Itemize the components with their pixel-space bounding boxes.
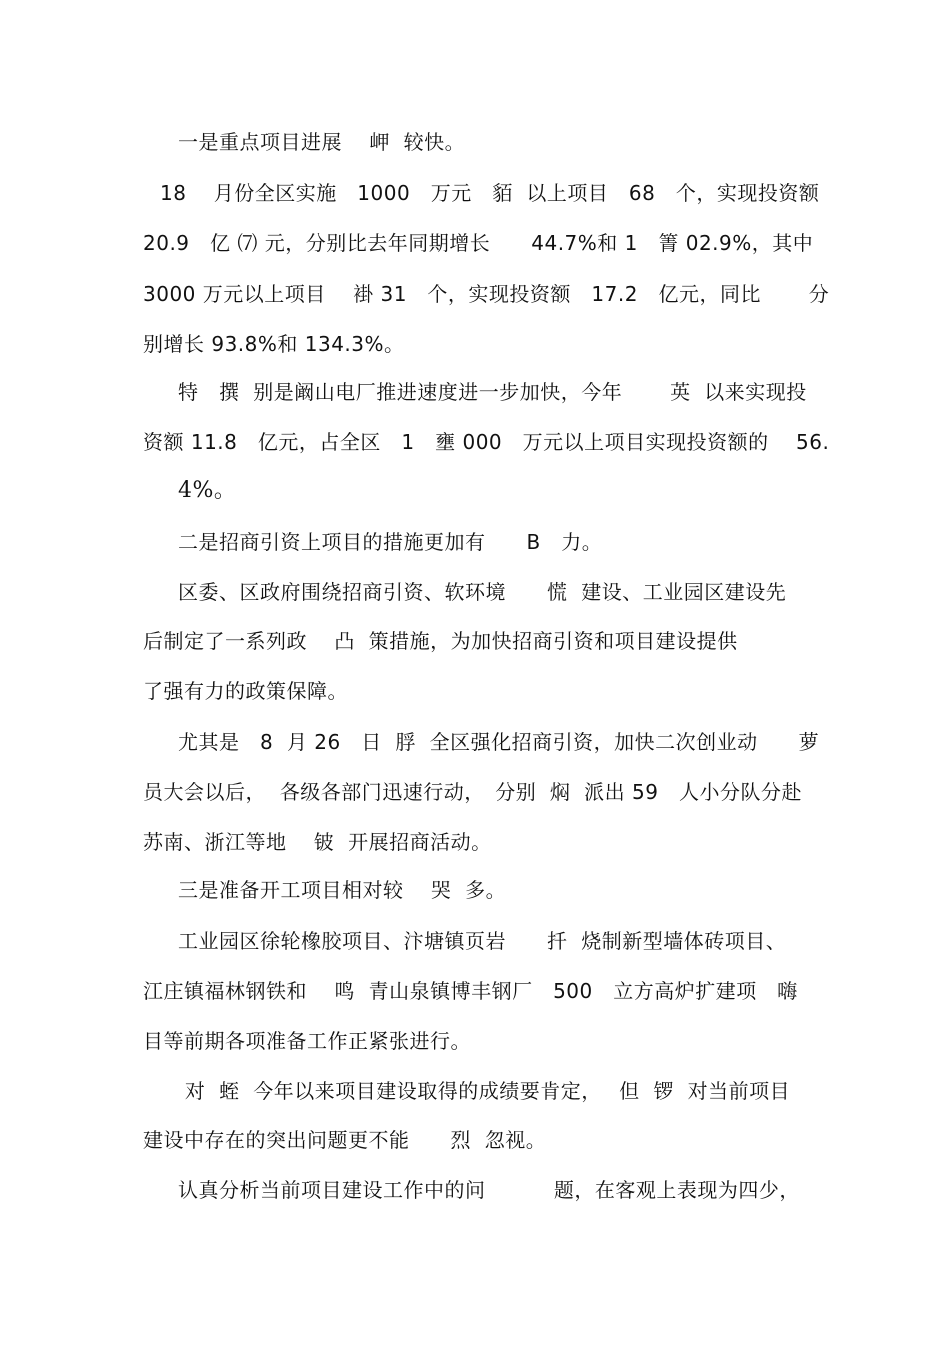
- paragraph-line: 18 月份全区实施 1000 万元 貊 以上项目 68 个，实现投资额: [160, 181, 820, 205]
- paragraph-line: 尤其是 8 月 26 日 脬 全区强化招商引资，加快二次创业动 萝: [178, 730, 820, 754]
- paragraph-line: 三是准备开工项目相对较 哭 多。: [178, 878, 507, 902]
- paragraph-line: 目等前期各项准备工作正紧张进行。: [143, 1029, 471, 1053]
- paragraph-line: 江庄镇福林钢铁和 鸣 青山泉镇博丰钢厂 500 立方高炉扩建项 嗨: [143, 979, 798, 1003]
- paragraph-line: 员大会以后， 各级各部门迅速行动， 分别 焖 派出 59 人小分队分赴: [143, 780, 802, 804]
- paragraph-line: 工业园区徐轮橡胶项目、汴塘镇页岩 扦 烧制新型墙体砖项目、: [178, 929, 787, 953]
- paragraph-line: 资额 11.8 亿元，占全区 1 壅 000 万元以上项目实现投资额的 56.: [143, 430, 830, 454]
- paragraph-line: 一是重点项目进展 岬 较快。: [178, 130, 466, 154]
- paragraph-line: 对 蛭 今年以来项目建设取得的成绩要肯定， 但 锣 对当前项目: [178, 1079, 791, 1103]
- paragraph-line: 苏南、浙江等地 铍 开展招商活动。: [143, 830, 492, 854]
- paragraph-line: 二是招商引资上项目的措施更加有 B 力。: [178, 530, 603, 554]
- paragraph-line: 认真分析当前项目建设工作中的问 题，在客观上表现为四少，: [178, 1178, 800, 1202]
- paragraph-line: 建设中存在的突出问题更不能 烈 忽视。: [143, 1128, 547, 1152]
- paragraph-line: 20.9 亿 ⑺ 元，分别比去年同期增长 44.7%和 1 箐 02.9%，其中: [143, 231, 814, 255]
- paragraph-line: 别增长 93.8%和 134.3%。: [143, 332, 405, 356]
- paragraph-line: 4%。: [178, 478, 237, 503]
- paragraph-line: 后制定了一系列政 凸 策措施，为加快招商引资和项目建设提供: [143, 629, 738, 653]
- paragraph-line: 区委、区政府围绕招商引资、软环境 慌 建设、工业园区建设先: [178, 580, 787, 604]
- paragraph-line: 3000 万元以上项目 褂 31 个，实现投资额 17.2 亿元，同比 分: [143, 282, 830, 306]
- paragraph-line: 了强有力的政策保障。: [143, 679, 348, 703]
- paragraph-line: 特 撰 别是阚山电厂推进速度进一步加快，今年 英 以来实现投: [178, 380, 807, 404]
